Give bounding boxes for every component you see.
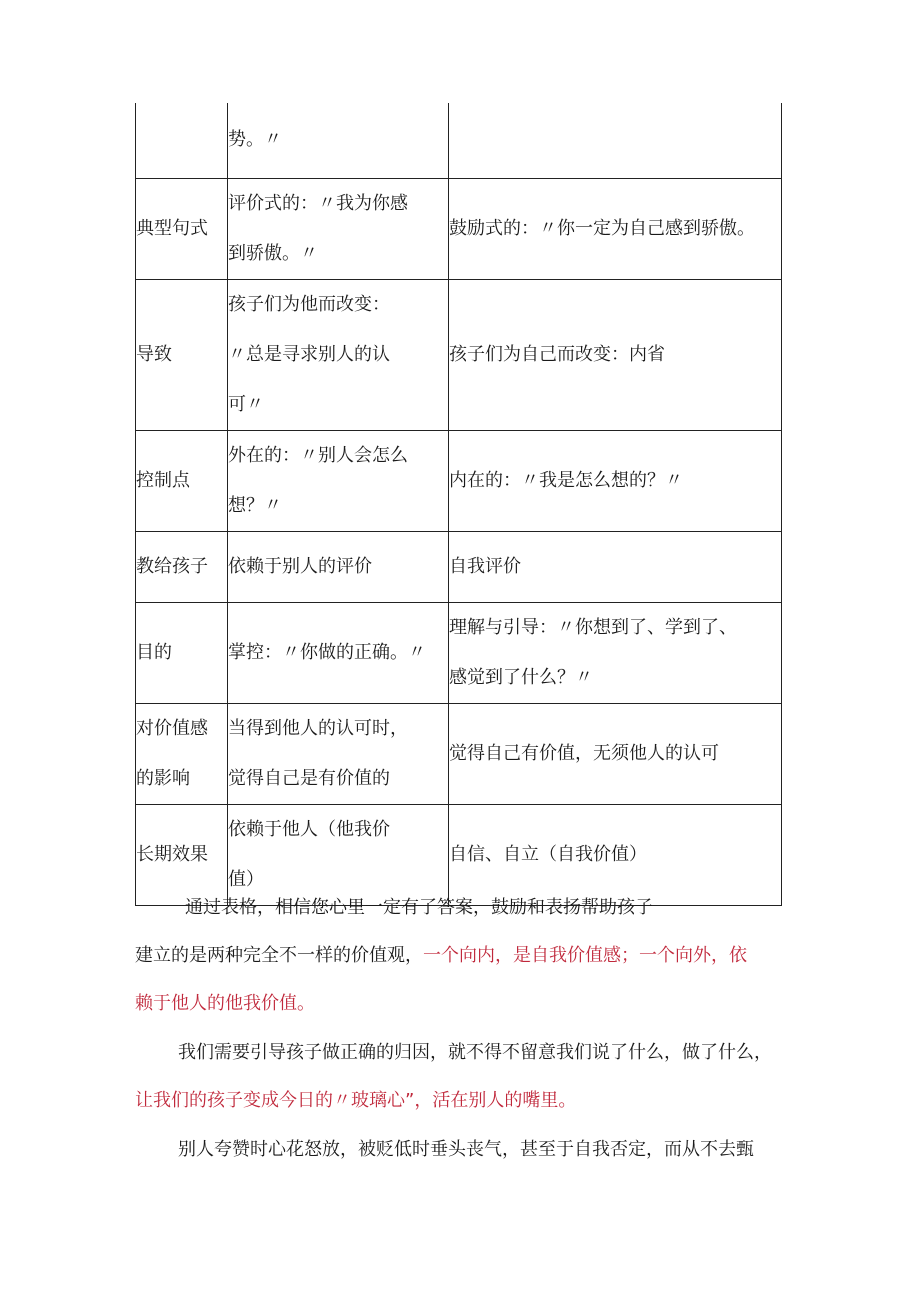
row-label: 控制点 [136, 430, 228, 531]
encourage-cell [449, 703, 782, 804]
praise-cell-line: 〃总是寻求别人的认 [228, 343, 390, 365]
praise-cell-line: 孩子们为他而改变： [228, 293, 390, 315]
paragraph-1-line-2-normal: 建立的是两种完全不一样的价值观， [135, 945, 423, 966]
encourage-cell-line: 感觉到了什么？〃 [449, 666, 593, 688]
praise-cell-line: 当得到他人的认可时， [228, 717, 408, 739]
row-label-line: 对价值感 [136, 717, 208, 739]
table-row [136, 430, 782, 531]
encourage-cell [449, 103, 782, 178]
paragraph-2-line-2-highlight: 让我们的孩子变成今日的〃玻璃心”，活在别人的嘴里。 [135, 1090, 577, 1111]
praise-cell-line: 势。〃 [228, 129, 282, 151]
row-label: 教给孩子 [136, 531, 228, 602]
paragraph-1-line-1: 通过表格，相信您心里一定有了答案，鼓励和表扬帮助孩子 [185, 897, 653, 918]
encourage-cell-line: 自信、自立（自我价值） [449, 843, 647, 865]
table-row [136, 279, 782, 430]
comparison-table [135, 103, 782, 906]
praise-cell-line: 依赖于别人的评价 [228, 555, 372, 577]
praise-cell [228, 804, 449, 905]
praise-cell-line: 觉得自己是有价值的 [228, 767, 390, 789]
table-row [136, 103, 782, 178]
table-row [136, 703, 782, 804]
encourage-cell-line: 鼓励式的：〃你一定为自己感到骄傲。 [449, 217, 755, 239]
encourage-cell-line: 内在的：〃我是怎么想的？〃 [449, 469, 683, 491]
encourage-cell-line: 觉得自己有价值，无须他人的认可 [449, 742, 719, 764]
paragraph-1-line-2 [135, 941, 785, 967]
encourage-cell [449, 602, 782, 703]
encourage-cell [449, 430, 782, 531]
paragraph-3-line-1: 别人夸赞时心花怒放，被贬低时垂头丧气，甚至于自我否定，而从不去甄 [178, 1139, 754, 1160]
row-label [136, 103, 228, 178]
table-row [136, 804, 782, 905]
encourage-cell-line: 自我评价 [449, 555, 521, 577]
table-row [136, 602, 782, 703]
praise-cell-line: 依赖于他人（他我价 [228, 818, 390, 840]
row-label: 导致 [136, 279, 228, 430]
praise-cell-line: 评价式的：〃我为你感 [228, 192, 408, 214]
table-row [136, 178, 782, 279]
encourage-cell [449, 178, 782, 279]
praise-cell-line: 想？〃 [228, 494, 282, 516]
praise-cell [228, 531, 449, 602]
encourage-cell [449, 531, 782, 602]
praise-cell [228, 430, 449, 531]
paragraph-1-line-2-highlight: 一个向内，是自我价值感；一个向外，依 [423, 945, 747, 966]
praise-cell [228, 703, 449, 804]
paragraph-2-line-1: 我们需要引导孩子做正确的归因，就不得不留意我们说了什么，做了什么， [178, 1042, 772, 1063]
praise-cell [228, 178, 449, 279]
paragraph-1-line-3-highlight: 赖于他人的他我价值。 [135, 993, 315, 1014]
row-label: 长期效果 [136, 804, 228, 905]
praise-cell-line: 到骄傲。〃 [228, 242, 318, 264]
table-row [136, 531, 782, 602]
encourage-cell [449, 804, 782, 905]
row-label [136, 703, 228, 804]
row-label: 典型句式 [136, 178, 228, 279]
praise-cell [228, 279, 449, 430]
praise-cell-line: 可〃 [228, 393, 264, 415]
encourage-cell-line: 理解与引导：〃你想到了、学到了、 [449, 616, 737, 638]
encourage-cell [449, 279, 782, 430]
encourage-cell-line: 孩子们为自己而改变：内省 [449, 343, 665, 365]
praise-cell-line: 值） [228, 868, 264, 890]
row-label-line: 的影响 [136, 767, 190, 789]
encourage-cell-line [449, 115, 781, 165]
praise-cell [228, 103, 449, 178]
row-label: 目的 [136, 602, 228, 703]
praise-cell-line: 掌控：〃你做的正确。〃 [228, 641, 426, 663]
praise-cell [228, 602, 449, 703]
praise-cell-line: 外在的：〃别人会怎么 [228, 444, 408, 466]
